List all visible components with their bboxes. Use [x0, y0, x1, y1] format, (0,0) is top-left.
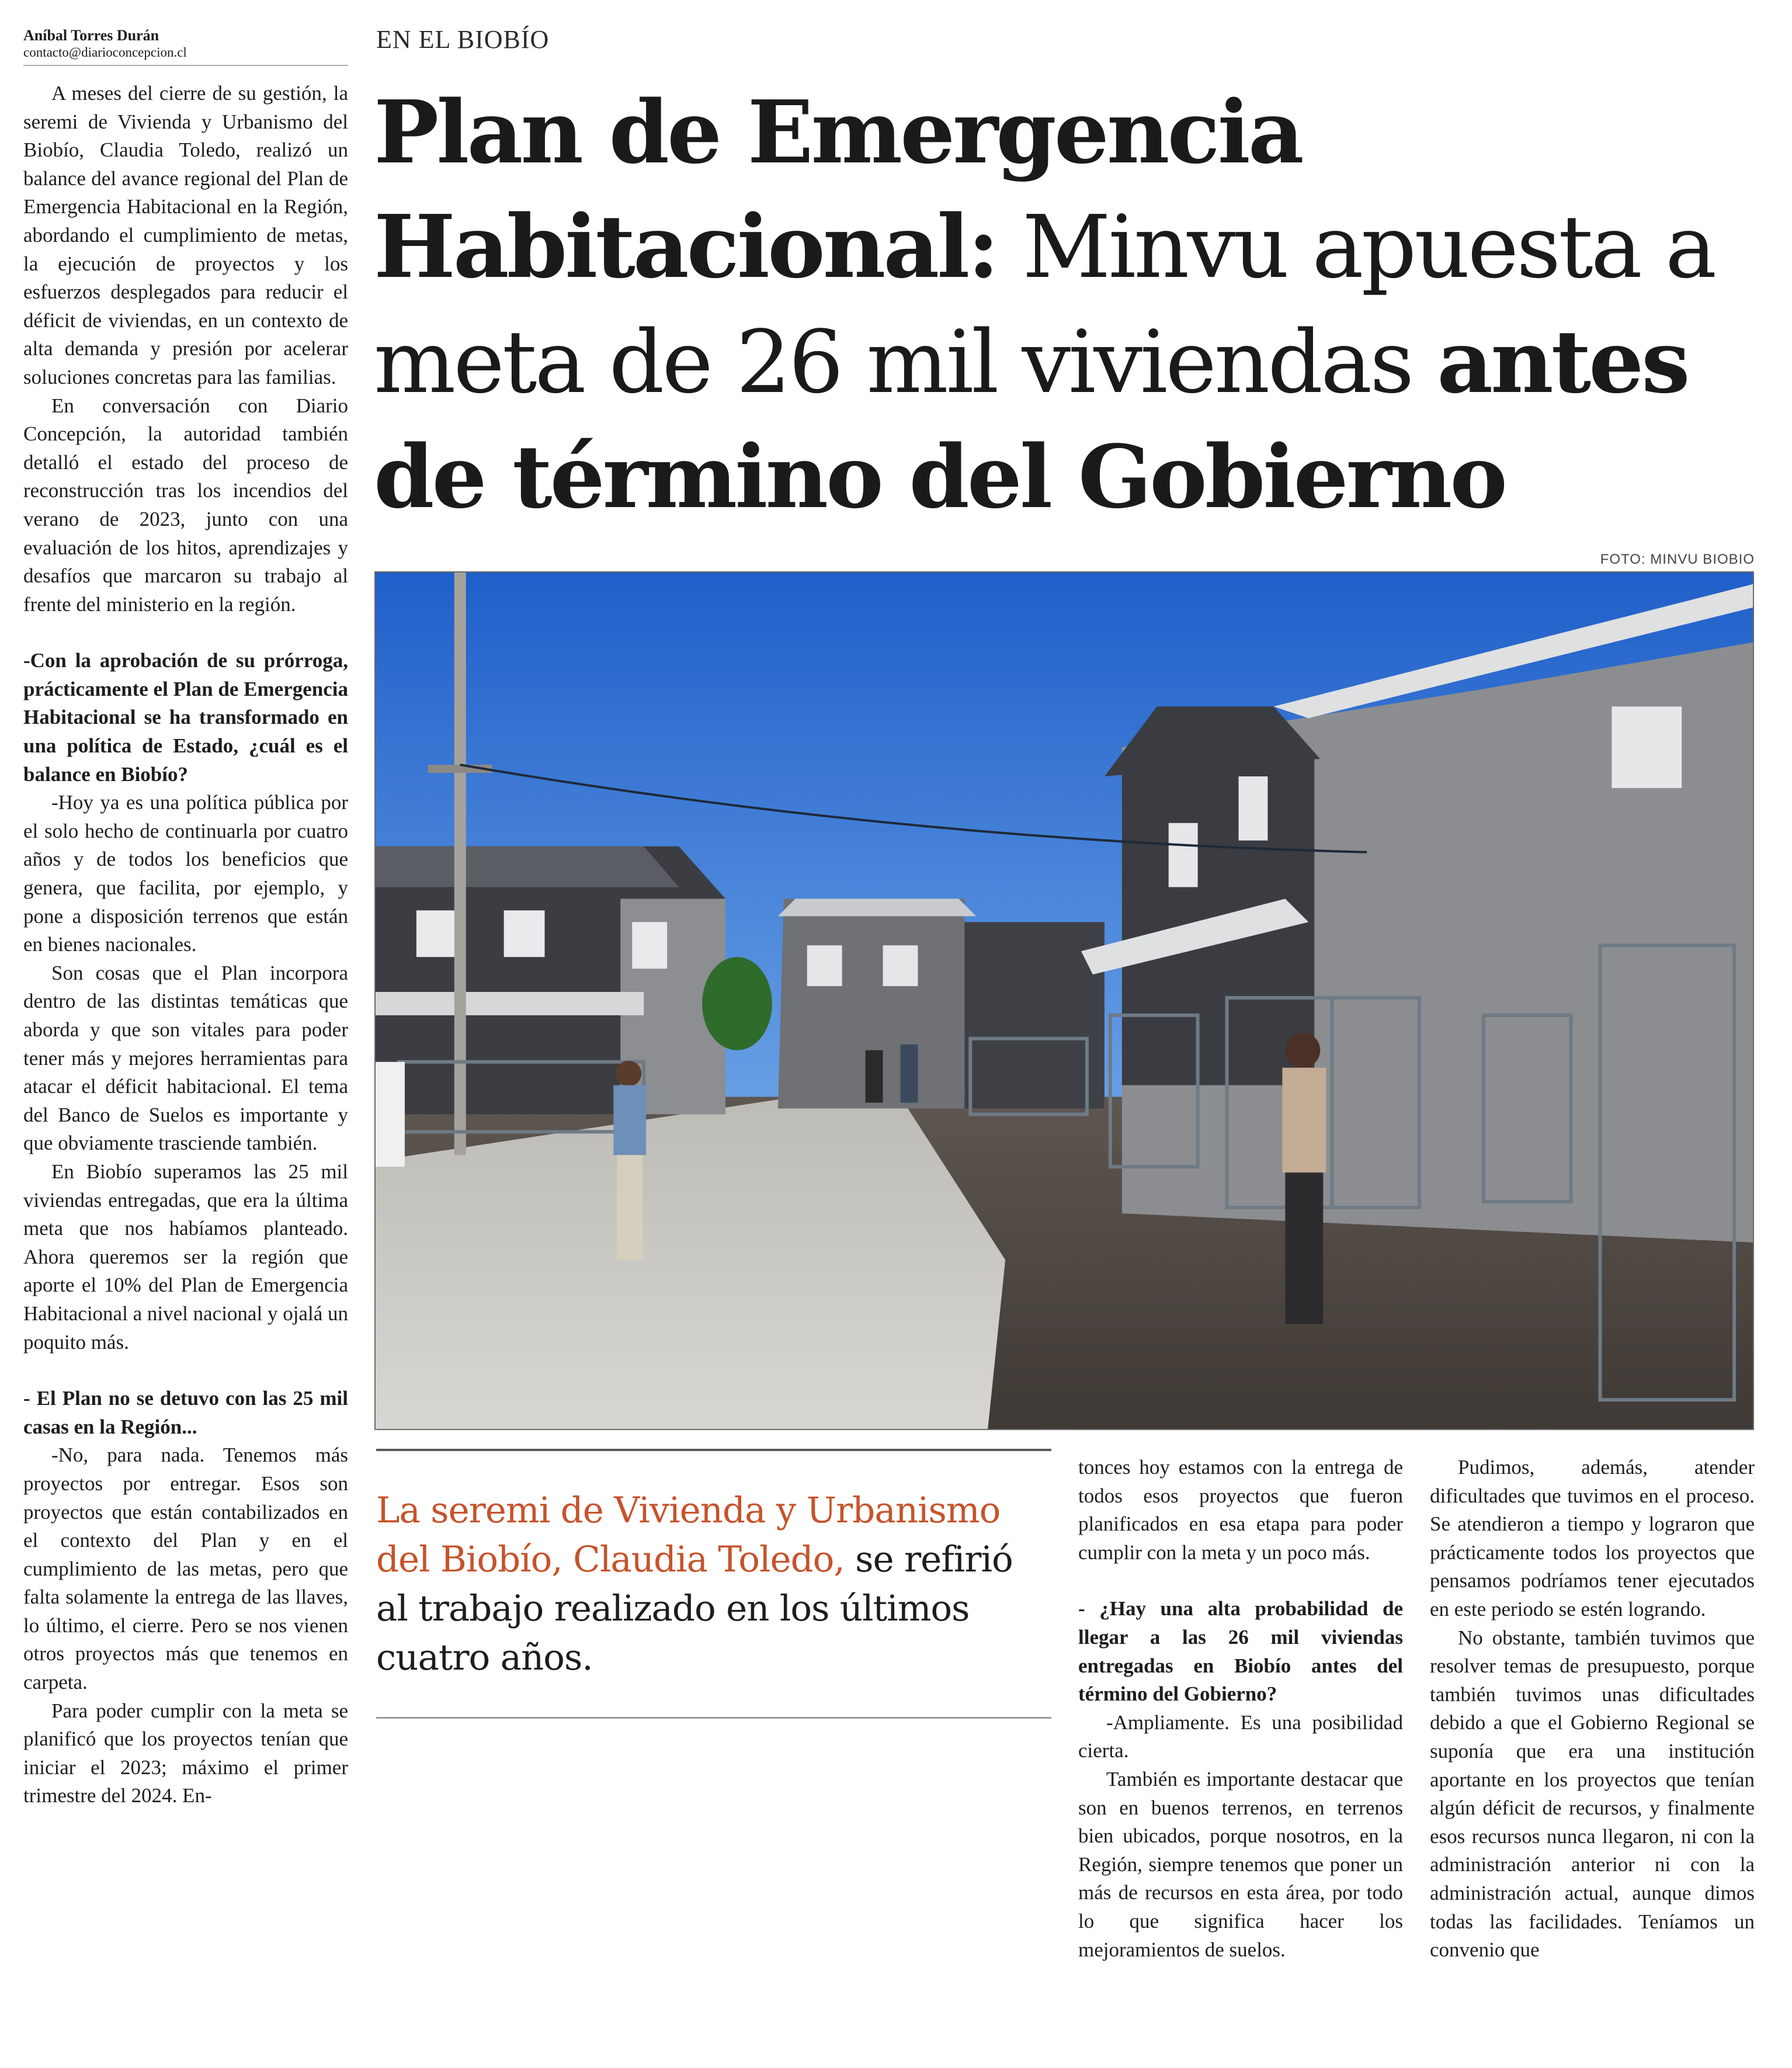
- window-icon: [1169, 823, 1198, 887]
- headline-bold-part-1: Plan de Emergencia Habitacional:: [374, 81, 1302, 297]
- pull-quote: [376, 1449, 1051, 1719]
- person-photographer: [613, 1061, 646, 1260]
- author-email[interactable]: contacto@diarioconcepcion.cl: [23, 45, 187, 60]
- left-house-awning: [376, 992, 644, 1015]
- person-woman-walking: [1282, 1033, 1326, 1324]
- white-van: [376, 1062, 405, 1167]
- left-house-roof: [376, 846, 679, 887]
- middle-house-roof: [778, 898, 976, 916]
- article-column-3: [1078, 1453, 1403, 1964]
- interview-answer: -Ampliamente. Es una posibilidad cierta.: [1078, 1710, 1403, 1762]
- interview-question: - ¿Hay una alta probabilidad de llegar a las 26 mil viviendas entregadas en Biobío antes del término del Gobierno?: [1078, 1597, 1403, 1706]
- window-icon: [807, 945, 842, 986]
- pull-quote-accent: La seremi de Vivienda y Urbanismo del Biobío, Claudia Toledo,: [376, 1490, 1001, 1580]
- window-icon: [883, 945, 918, 986]
- interview-question: -Con la aprobación de su prórroga, prácticamente el Plan de Emergencia Habitacional se ha transformado en una política de Estado, ¿cuál es el balance en Biobío?: [23, 649, 348, 786]
- window-icon: [416, 910, 457, 957]
- paragraph: En Biobío superamos las 25 mil viviendas entregadas, que era la última meta que nos habíamos planteado. Ahora queremos ser la región que aporte el 10% del Plan de Emergencia Habitacional a nivel nacional y ojalá un poquito más.: [23, 1160, 348, 1354]
- interview-question: - El Plan no se detuvo con las 25 mil casas en la Región...: [23, 1387, 348, 1438]
- window-icon: [1612, 706, 1682, 788]
- paragraph: A meses del cierre de su gestión, la seremi de Vivienda y Urbanismo del Biobío, Claudia Toledo, realizó un balance del avance regional del Plan de Emergencia Habitacional en la Región, abordando el cumplimiento de metas, la ejecución de proyectos y los esfuerzos desplegados para reducir el déficit de viviendas, en un contexto de alta demanda y presión por acelerar soluciones concretas para las familias.: [23, 82, 348, 388]
- paragraph: Para poder cumplir con la meta se planificó que los proyectos tenían que iniciar el 2023; máximo el primer trimestre del 2024. En-: [23, 1699, 348, 1807]
- window-icon: [504, 910, 545, 957]
- interview-answer: -No, para nada. Tenemos más proyectos por entregar. Esos son proyectos que están contabilizados en el contexto del Plan y en el cumplimiento de las metas, pero que falta solamente la entrega de las llaves, lo último, el cierre. Pero se nos vienen otros proyectos más que tenemos en carpeta.: [23, 1444, 348, 1694]
- concrete-road: [376, 1097, 1005, 1429]
- headline-bold-part-2: antes de término del Gobierno: [374, 311, 1688, 528]
- section-label: EN EL BIOBÍO: [376, 25, 550, 54]
- tree: [702, 957, 772, 1050]
- photo-credit: FOTO: MINVU BIOBIO: [1600, 551, 1755, 567]
- paragraph: Pudimos, además, atender dificultades que tuvimos en el proceso. Se atendieron a tiempo y lograron que prácticamente todos los proyectos que pensamos podríamos tener ejecutados en este periodo se estén logrando.: [1430, 1456, 1755, 1621]
- interview-answer: -Hoy ya es una política pública por el solo hecho de continuarla por cuatro años y de todos los beneficios que genera, que facilita, por ejemplo, y pone a disposición terrenos que están en bienes nacionales.: [23, 791, 348, 956]
- article-column-1: [23, 79, 348, 1810]
- author-name: Aníbal Torres Durán: [23, 27, 159, 44]
- paragraph: En conversación con Diario Concepción, la autoridad también detalló el estado del proceso de reconstrucción tras los incendios del verano de 2023, junto con una evaluación de los hitos, aprendizajes y desafíos que marcaron su trabajo al frente del ministerio en la región.: [23, 394, 348, 616]
- middle-house-dark: [964, 922, 1105, 1108]
- byline: [23, 27, 348, 66]
- headline: [374, 75, 1776, 534]
- article-photo: [374, 571, 1754, 1430]
- paragraph: No obstante, también tuvimos que resolver temas de presupuesto, porque también tuvimos unas dificultades debido a que el Gobierno Regional se suponía que era una institución aportante en los proyectos que tenían algún déficit de recursos, y finalmente esos recursos nunca llegaron, ni con la administración anterior ni con la administración actual, aunque dimos todas las facilidades. Teníamos un convenio que: [1430, 1626, 1755, 1962]
- window-icon: [632, 922, 667, 969]
- paragraph: Son cosas que el Plan incorpora dentro de las distintas temáticas que aborda y que son vitales para poder tener más y mejores herramientas para atacar el déficit habitacional. El tema del Banco de Suelos es importante y que obviamente trasciende también.: [23, 961, 348, 1155]
- headline-regular-part: Minvu apuesta a meta de 26 mil viviendas: [374, 197, 1715, 412]
- window-icon: [1238, 776, 1267, 841]
- paragraph: También es importante destacar que son en buenos terrenos, en terrenos bien ubicados, porque nosotros, en la Región, siempre tenemos que poner un más de recursos en esta área, por todo lo que significa hacer los mejoramientos de suelos.: [1078, 1767, 1403, 1961]
- utility-pole: [454, 572, 466, 1155]
- pull-quote-text: se refirió al trabajo realizado en los últimos cuatro años.: [376, 1539, 1013, 1678]
- housing-project-photo: [376, 572, 1753, 1429]
- paragraph: tonces hoy estamos con la entrega de todos esos proyectos que fueron planificados en esa etapa para poder cumplir con la meta y un poco más.: [1078, 1456, 1403, 1564]
- article-column-4: [1430, 1453, 1755, 1965]
